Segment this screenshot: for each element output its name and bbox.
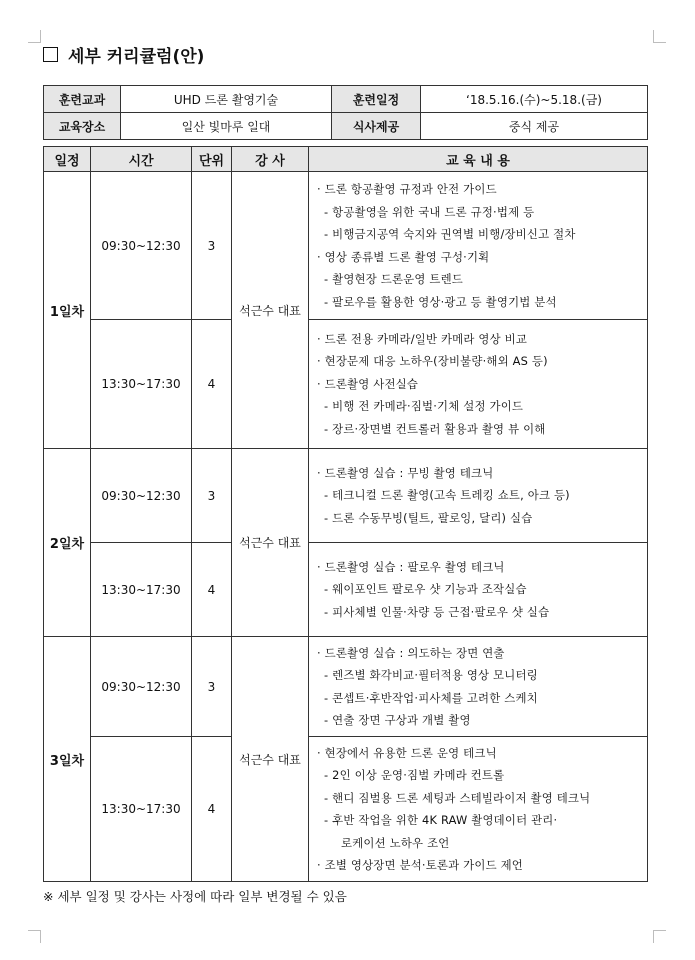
content-line: 로케이션 노하우 조언 — [341, 835, 450, 850]
course-info-table — [43, 85, 648, 140]
content-line: - 테크니컬 드론 촬영(고속 트레킹 쇼트, 아크 등) — [324, 488, 570, 503]
content-line: · 드론 전용 카메라/일반 카메라 영상 비교 — [317, 331, 528, 346]
header-unit: 단위 — [192, 147, 232, 172]
content-line: - 연출 장면 구상과 개별 촬영 — [324, 713, 471, 727]
content-line: · 현장문제 대응 노하우(장비불량·해외 AS 등) — [317, 354, 548, 369]
info-row-place — [44, 113, 648, 140]
schedule-table — [43, 146, 648, 882]
content-line: - 촬영현장 드론운영 트렌드 — [324, 272, 464, 286]
checkbox-square-icon — [43, 47, 58, 62]
content-line: - 장르·장면별 컨트롤러 활용과 촬영 뷰 이해 — [324, 421, 546, 436]
content-line: · 드론촬영 실습 : 팔로우 촬영 테크닉 — [317, 559, 505, 574]
content-line: - 팔로우를 활용한 영상·광고 등 촬영기법 분석 — [324, 294, 557, 309]
instructor-name: 석근수 대표 — [232, 172, 309, 449]
session-time: 13:30~17:30 — [91, 320, 192, 449]
session-content — [309, 543, 648, 637]
session-time: 09:30~12:30 — [91, 172, 192, 320]
table-row — [44, 172, 648, 320]
place-value: 일산 빛마루 일대 — [121, 113, 332, 140]
session-time: 13:30~17:30 — [91, 737, 192, 882]
session-time: 09:30~12:30 — [91, 637, 192, 737]
table-row — [44, 449, 648, 543]
session-unit: 3 — [192, 172, 232, 320]
crop-mark-bottom-left — [28, 930, 41, 943]
table-row — [44, 320, 648, 449]
session-content — [309, 320, 648, 449]
session-time: 13:30~17:30 — [91, 543, 192, 637]
content-line: · 드론촬영 사전실습 — [317, 376, 419, 391]
session-content — [309, 449, 648, 543]
instructor-name: 석근수 대표 — [232, 637, 309, 882]
course-label: 훈련교과 — [44, 86, 121, 113]
content-line: · 현장에서 유용한 드론 운영 테크닉 — [317, 745, 497, 760]
content-line: - 2인 이상 운영·짐벌 카메라 컨트롤 — [324, 768, 505, 782]
table-row — [44, 737, 648, 882]
content-line: - 피사체별 인물·차량 등 근접·팔로우 샷 실습 — [324, 604, 550, 619]
day-label: 2일차 — [44, 449, 91, 637]
content-line: - 드론 수동무빙(틸트, 팔로잉, 달리) 실습 — [324, 510, 533, 525]
content-line: · 영상 종류별 드론 촬영 구성·기획 — [317, 249, 490, 264]
schedule-header-row — [44, 147, 648, 172]
content-line: · 드론촬영 실습 : 의도하는 장면 연출 — [317, 645, 505, 660]
crop-mark-top-right — [653, 30, 666, 43]
session-unit: 4 — [192, 320, 232, 449]
crop-mark-bottom-right — [653, 930, 666, 943]
content-line: - 항공촬영을 위한 국내 드론 규정·법제 등 — [324, 204, 535, 219]
page-title-text: 세부 커리큘럼(안) — [68, 47, 205, 67]
place-label: 교육장소 — [44, 113, 121, 140]
header-time: 시간 — [91, 147, 192, 172]
content-line: - 렌즈별 화각비교·필터적용 영상 모니터링 — [324, 668, 538, 682]
session-unit: 3 — [192, 449, 232, 543]
page-title — [43, 42, 204, 67]
content-line: - 비행금지공역 숙지와 권역별 비행/장비신고 절차 — [324, 227, 576, 241]
session-content — [309, 737, 648, 882]
session-unit: 4 — [192, 737, 232, 882]
instructor-name: 석근수 대표 — [232, 449, 309, 637]
crop-mark-top-left — [28, 30, 41, 43]
info-row-course — [44, 86, 648, 113]
day-label: 3일차 — [44, 637, 91, 882]
content-line: - 웨이포인트 팔로우 샷 기능과 조작실습 — [324, 582, 527, 597]
session-unit: 3 — [192, 637, 232, 737]
header-instructor: 강 사 — [232, 147, 309, 172]
table-row — [44, 637, 648, 737]
content-line: · 드론 항공촬영 규정과 안전 가이드 — [317, 182, 497, 196]
content-line: · 조별 영상장면 분석·토론과 가이드 제언 — [317, 858, 523, 872]
session-content — [309, 172, 648, 320]
meal-value: 중식 제공 — [421, 113, 648, 140]
course-value: UHD 드론 촬영기술 — [121, 86, 332, 113]
session-time: 09:30~12:30 — [91, 449, 192, 543]
content-line: - 후반 작업을 위한 4K RAW 촬영데이터 관리· — [324, 813, 558, 827]
content-line: - 비행 전 카메라·짐벌·기체 설정 가이드 — [324, 399, 524, 414]
day-label: 1일차 — [44, 172, 91, 449]
content-line: · 드론촬영 실습 : 무빙 촬영 테크닉 — [317, 465, 494, 480]
content-line: - 콘셉트·후반작업·피사체를 고려한 스케치 — [324, 690, 538, 705]
period-label: 훈련일정 — [332, 86, 421, 113]
content-line: - 핸디 짐벌용 드론 세팅과 스테빌라이저 촬영 테크닉 — [324, 790, 591, 805]
meal-label: 식사제공 — [332, 113, 421, 140]
period-value: ‘18.5.16.(수)~5.18.(금) — [421, 86, 648, 113]
table-row — [44, 543, 648, 637]
header-content: 교 육 내 용 — [309, 147, 648, 172]
footnote: ※ 세부 일정 및 강사는 사정에 따라 일부 변경될 수 있음 — [43, 889, 347, 904]
session-unit: 4 — [192, 543, 232, 637]
session-content — [309, 637, 648, 737]
header-day: 일정 — [44, 147, 91, 172]
